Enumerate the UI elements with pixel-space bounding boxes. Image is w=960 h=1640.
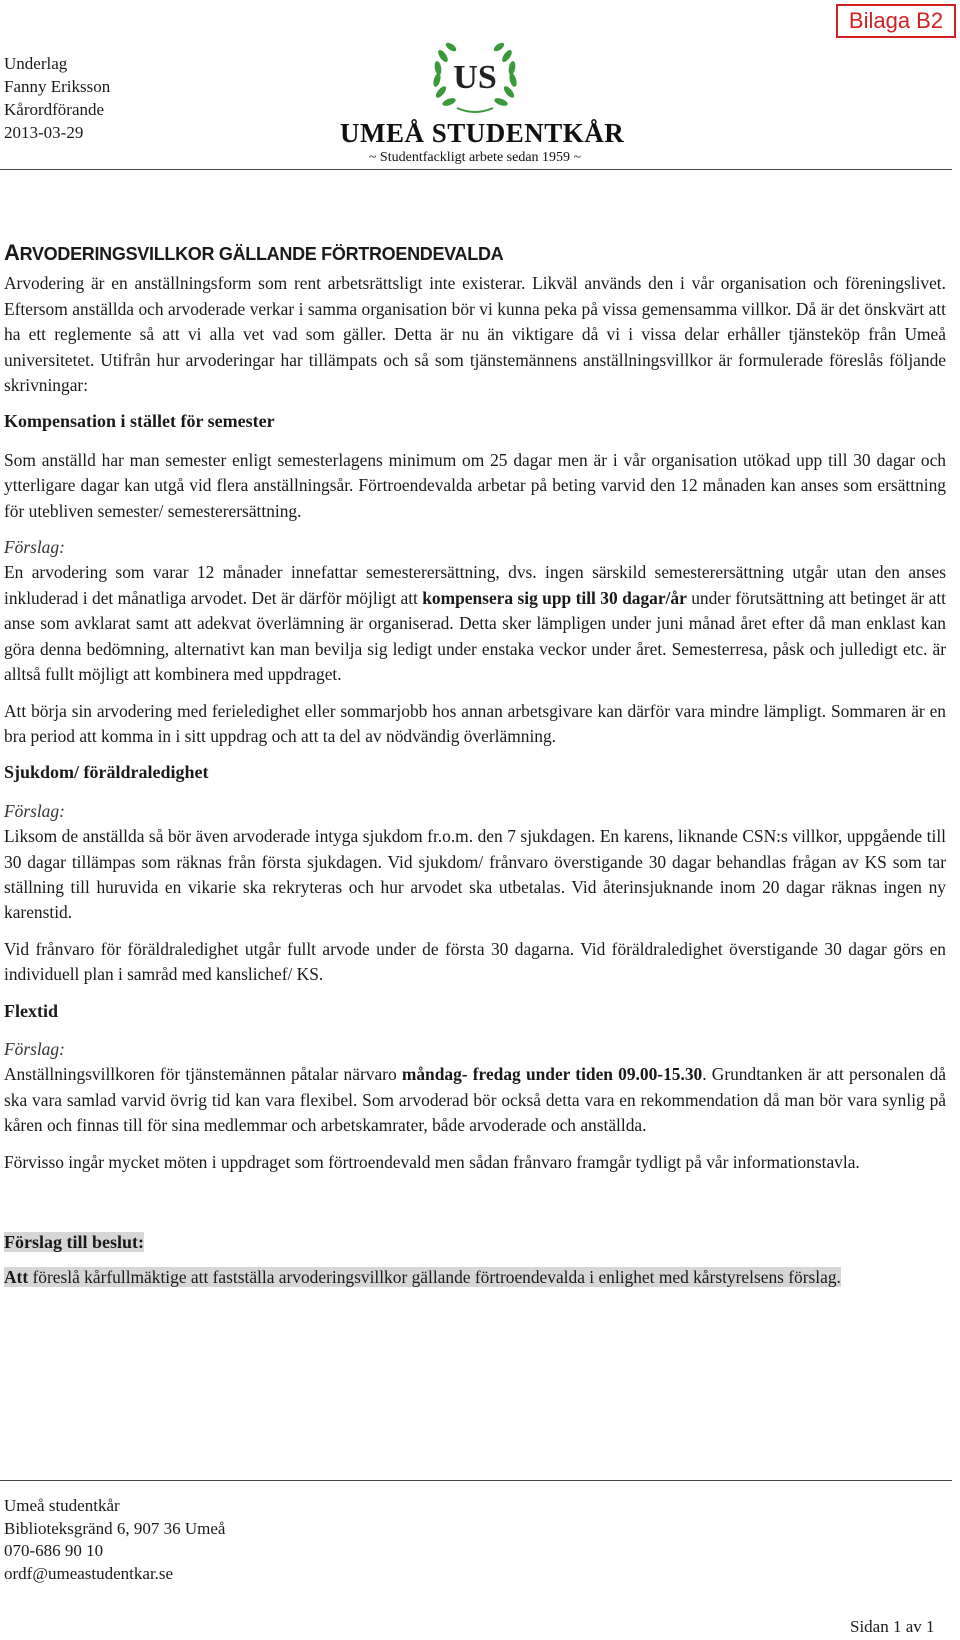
logo-monogram: US xyxy=(453,59,497,96)
meta-type: Underlag xyxy=(4,54,68,73)
meta-author: Fanny Eriksson xyxy=(4,77,111,96)
section-heading-sick-leave: Sjukdom/ föräldraledighet xyxy=(4,762,209,783)
document-meta xyxy=(4,52,110,144)
footer-email: ordf@umeastudentkar.se xyxy=(4,1563,174,1583)
section-heading-flextime: Flextid xyxy=(4,1000,58,1021)
decision-heading-text: Förslag till beslut: xyxy=(4,1232,144,1252)
decision-paragraph xyxy=(4,1265,946,1290)
flextime-paragraph-1 xyxy=(4,1062,946,1138)
sick-leave-paragraph-2: Vid frånvaro för föräldraledighet utgår fullt arvode under de första 30 dagarna. Vid föräldraledighet överstigande 30 dagar görs en individuell plan i samråd med kanslichef/ KS. xyxy=(4,938,946,985)
title-initial: A xyxy=(4,240,20,265)
meta-date: 2013-03-29 xyxy=(4,123,84,142)
forslag-label: Förslag: xyxy=(4,1038,65,1059)
sick-leave-paragraph-1: Liksom de anställda så bör även arvoderade intyga sjukdom fr.o.m. den 7 sjukdagen. En karens, liknande CSN:s villkor, uppgående till 30 dagar tillämpas som räknas från första sjukdagen. Vid sjukdom/ frånvaro överstigande 30 dagar behandlas frågan av KS som tar ställning till huruvida en vikarie ska rekryteras och hur arvodet ska utbetalas. Vid återinsjuknande inom 20 dagar räknas ingen ny karenstid. xyxy=(4,826,946,923)
decision-att: Att xyxy=(4,1267,29,1288)
text-run: . Grundtanken är att personalen då ska vara samlad varvid övrig tid kan vara flexibel. Som arvoderad bör också detta vara en rekommendation då man bör vara synlig på kåren och finnas till för sina medlemmar och arbetskamrater, både arvoderade och anställda. xyxy=(4,1064,946,1136)
document-body xyxy=(4,240,946,1302)
footer-address: Biblioteksgränd 6, 907 36 Umeå xyxy=(4,1518,226,1538)
footer-divider xyxy=(0,1480,952,1481)
decision-heading xyxy=(4,1230,946,1255)
meta-role: Kårordförande xyxy=(4,100,105,119)
text-run: under förutsättning att betinget är att anse som avklarat samt att adekvat överlämning är organiserad. Detta sker lämpligen under juni månad året efter då man enklast kan göra denna bedömning, alternativt kan man bevilja sig ledigt under enstaka veckor under året. Semesterresa, påsk och julledigt etc. är alltså fullt möjligt att kombinera med uppdraget. xyxy=(4,587,946,685)
logo-tagline: ~ Studentfackligt arbete sedan 1959 ~ xyxy=(368,150,582,165)
footer-org: Umeå studentkår xyxy=(4,1496,120,1515)
decision-text: föreslå kårfullmäktige att fastställa arvoderingsvillkor gällande förtroendevalda i enlighet med kårstyrelsens förslag. xyxy=(28,1267,841,1288)
bold-run: måndag- fredag under tiden 09.00-15.30 xyxy=(401,1064,703,1085)
attachment-badge: Bilaga B2 xyxy=(836,4,956,38)
bold-run: kompensera sig upp till 30 dagar/år xyxy=(422,587,687,608)
text-run: En arvodering som varar 12 månader innefattar semesterersättning, dvs. ingen särskild semesterersättning utgår utan den anses inkluderad i det månatliga arvodet. Det är därför möjligt att xyxy=(4,562,946,608)
compensation-proposal-paragraph xyxy=(4,560,946,687)
intro-paragraph: Arvodering är en anställningsform som rent arbetsrättsligt inte existerar. Likväl används den i vår organisation och föreningslivet. Eftersom anställda och arvoderade verkar i samma organisation bör vi kunna peka på vissa gemensamma villkor. Då är det önskvärt att ha ett reglemente så att vi alla vet vad som gäller. Detta är nu än viktigare då vi i vissa delar erhåller tjänsteköp från Umeå universitetet. Utifrån hur arvoderingar har tillämpats och så som tjänstemännens anställningsvillkor är formulerade föreslås följande skrivningar: xyxy=(4,273,946,396)
footer-phone: 070-686 90 10 xyxy=(4,1541,104,1560)
umea-studentkar-logo xyxy=(340,38,625,165)
document-title xyxy=(4,240,946,267)
text-run: Anställningsvillkoren för tjänstemännen påtalar närvaro xyxy=(4,1064,402,1085)
compensation-paragraph-1: Som anställd har man semester enligt semesterlagens minimum om 25 dagar men är i vår organisation utökad upp till 30 dagar och ytterligare dagar kan utgå vid flera anställningsår. Förtroendevalda arbetar på beting varvid den 12 månaden kan anses som ersättning för utebliven semester/ semesterersättning. xyxy=(4,449,946,521)
section-heading-compensation: Kompensation i stället för semester xyxy=(4,411,275,432)
forslag-label: Förslag: xyxy=(4,537,65,558)
logo-name: UMEÅ STUDENTKÅR xyxy=(340,118,625,148)
laurel-wreath-icon xyxy=(427,38,523,116)
compensation-paragraph-3: Att börja sin arvodering med ferieledighet eller sommarjobb hos annan arbetsgivare kan därför vara mindre lämpligt. Sommaren är en bra period att komma in i sitt uppdrag och att ta del av nödvändig överlämning. xyxy=(4,700,946,746)
footer-contact xyxy=(4,1495,225,1585)
header-divider xyxy=(0,169,952,170)
page-number: Sidan 1 av 1 xyxy=(850,1617,935,1636)
title-rest: RVODERINGSVILLKOR GÄLLANDE FÖRTROENDEVALDA xyxy=(19,244,504,264)
forslag-label: Förslag: xyxy=(4,800,65,821)
flextime-paragraph-2: Förvisso ingår mycket möten i uppdraget som förtroendevald men sådan frånvaro framgår tydligt på vår informationstavla. xyxy=(4,1151,860,1172)
